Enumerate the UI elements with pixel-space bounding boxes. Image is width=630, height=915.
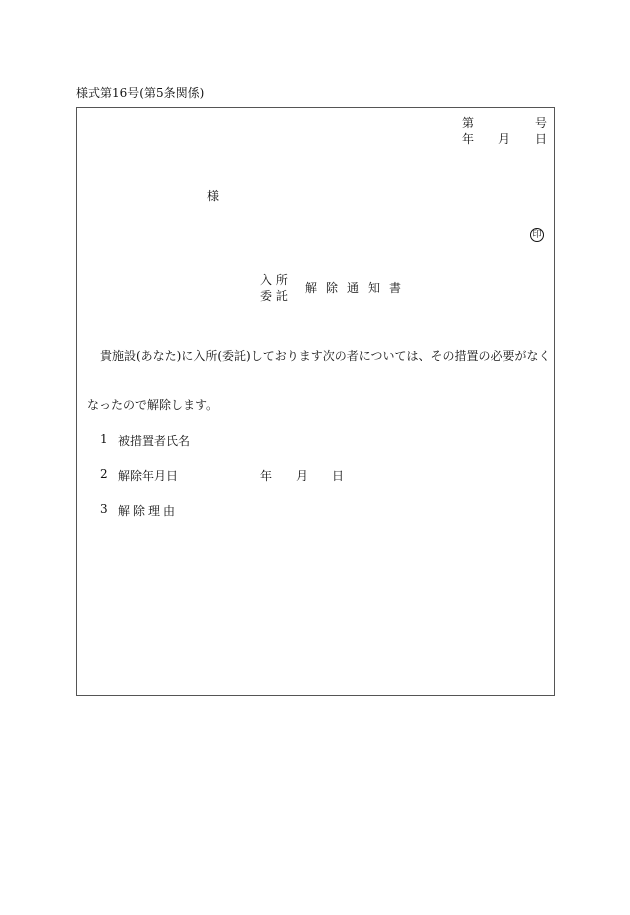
seal-icon: 印	[530, 228, 544, 242]
item-3-label: 解除理由	[118, 504, 179, 518]
title-option-bottom: 委 託	[260, 289, 288, 303]
body-line-1: 貴施設(あなた)に入所(委託)しております次の者については、その措置の必要がなく	[100, 349, 551, 363]
item-1-number: 1	[100, 432, 108, 446]
form-number-label: 様式第16号(第5条関係)	[76, 86, 205, 100]
item-2-day: 日	[332, 469, 345, 483]
item-3-number: 3	[100, 502, 108, 516]
body-line-2: なったので解除します。	[87, 398, 219, 412]
number-suffix: 号	[535, 116, 548, 130]
item-2-number: 2	[100, 467, 108, 481]
item-2-year: 年	[260, 469, 273, 483]
item-2-label: 解除年月日	[118, 469, 179, 483]
number-prefix: 第	[462, 116, 475, 130]
document-title: 解除通知書	[305, 281, 411, 295]
item-2-month: 月	[296, 469, 309, 483]
title-option-top: 入 所	[260, 273, 288, 287]
date-year: 年	[462, 132, 475, 146]
item-1-label: 被措置者氏名	[118, 434, 191, 448]
date-month: 月	[498, 132, 511, 146]
addressee-suffix: 様	[207, 189, 220, 203]
date-day: 日	[535, 132, 548, 146]
